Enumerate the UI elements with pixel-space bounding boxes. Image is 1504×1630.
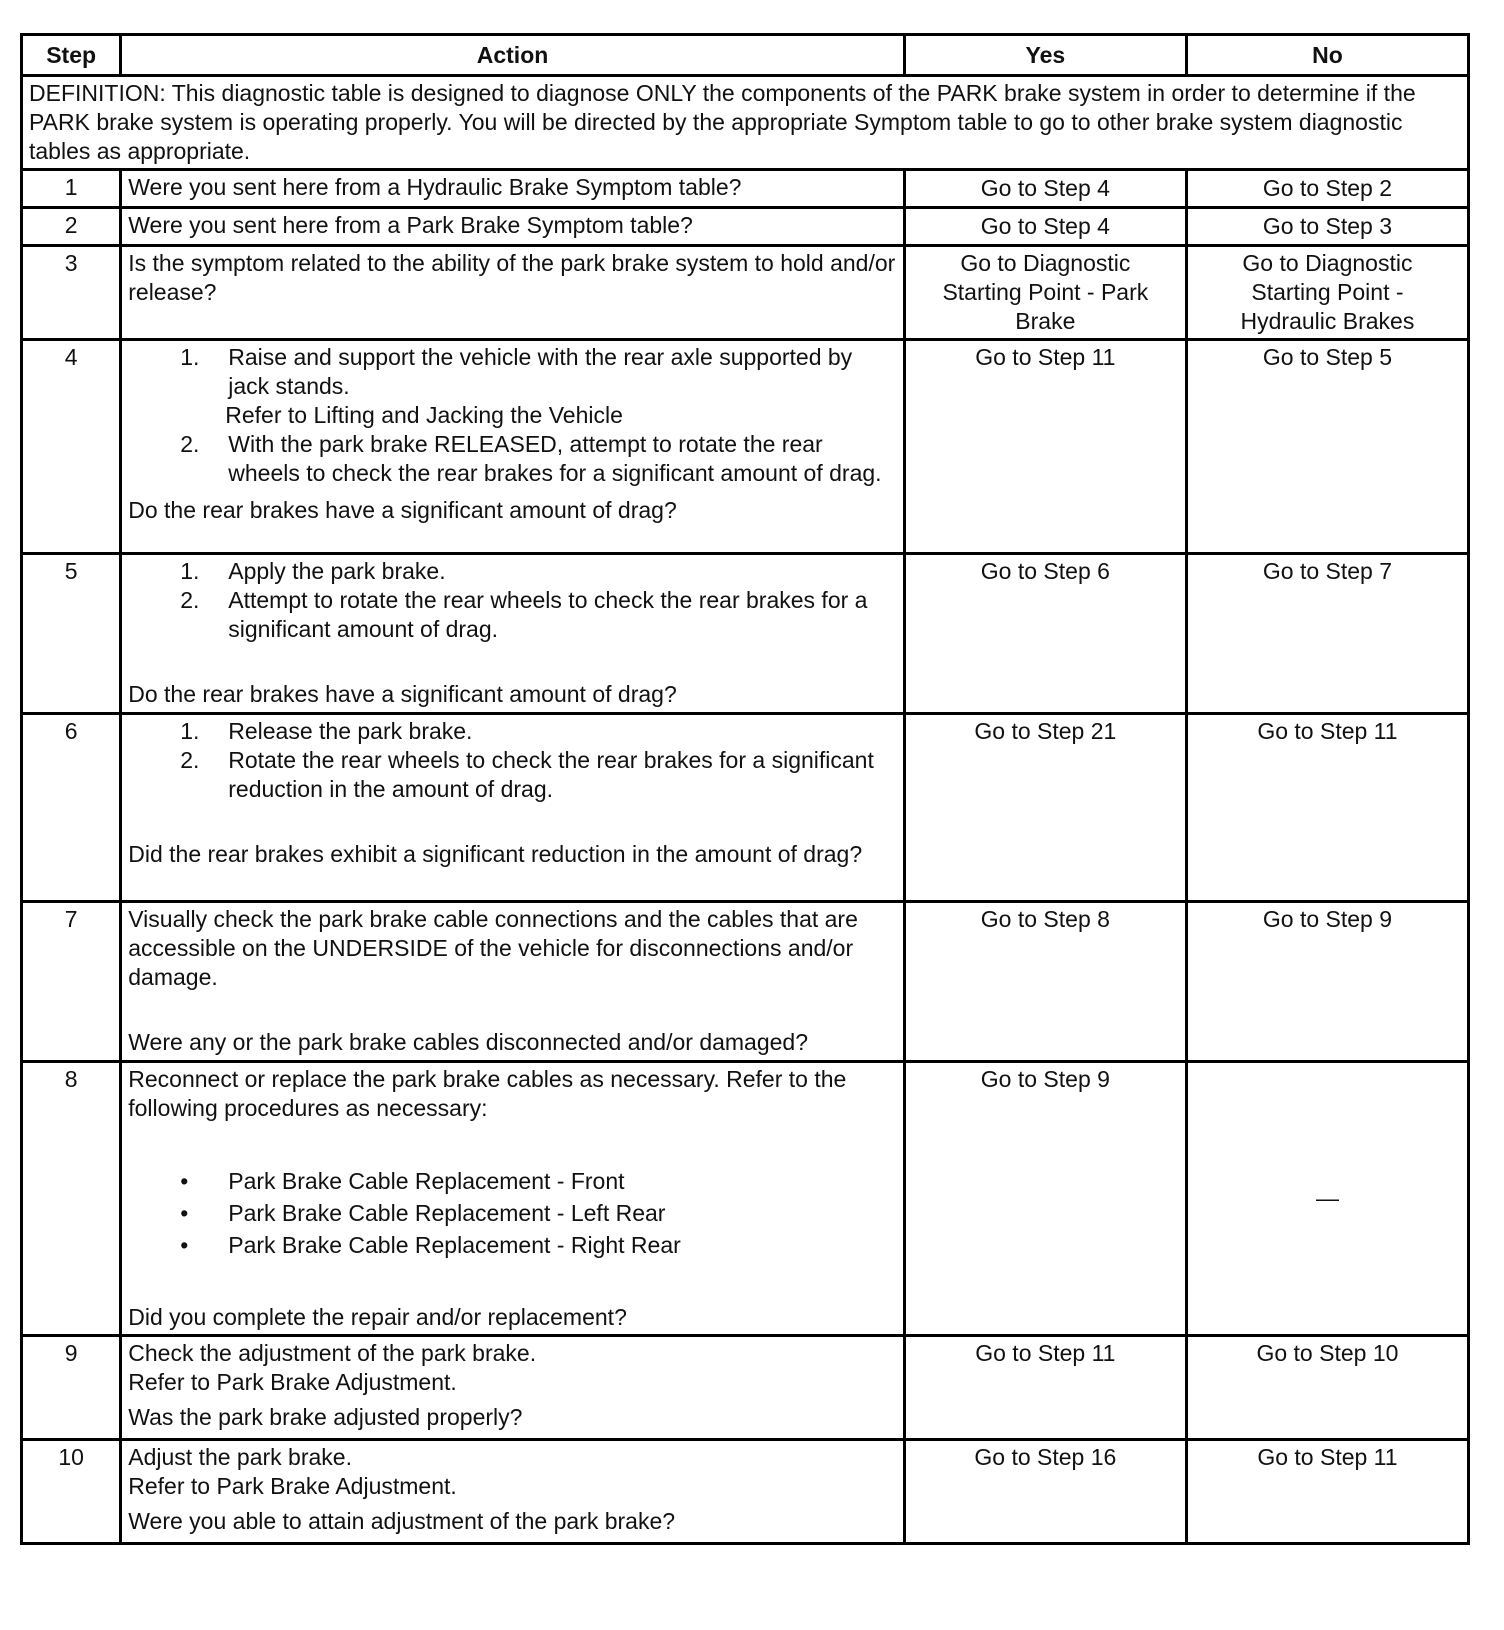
- procedure-item: [180, 430, 897, 488]
- action-question: Were you sent here from a Park Brake Symptom table?: [121, 208, 905, 246]
- no-answer: Go to Step 7: [1186, 554, 1468, 714]
- list-item: [180, 1197, 897, 1229]
- diagnostic-document: [20, 33, 1470, 1545]
- procedure-bullet-list: [128, 1165, 897, 1261]
- procedure-reference: Refer to Lifting and Jacking the Vehicle: [225, 402, 623, 428]
- action-cell: [121, 1062, 905, 1336]
- action-question: Do the rear brakes have a significant amount of drag?: [128, 681, 677, 707]
- diagnostic-table: [20, 33, 1470, 1545]
- procedure-number: 1.: [180, 558, 200, 584]
- procedure-number: 2.: [180, 431, 200, 457]
- procedure-link-text: Park Brake Cable Replacement - Front: [228, 1168, 625, 1194]
- procedure-item: [180, 746, 897, 804]
- table-row: [22, 1062, 1469, 1336]
- no-answer: Go to Step 10: [1186, 1336, 1468, 1440]
- table-row: [22, 170, 1469, 208]
- action-instruction: Reconnect or replace the park brake cables as necessary. Refer to the following procedures as necessary:: [128, 1066, 847, 1121]
- procedure-item: [180, 586, 897, 644]
- yes-answer: Go to Step 11: [904, 340, 1186, 554]
- action-instruction: Visually check the park brake cable connections and the cables that are accessible on the UNDERSIDE of the vehicle for disconnections and/or damage.: [128, 906, 858, 990]
- no-answer: Go to Diagnostic Starting Point - Hydraulic Brakes: [1186, 246, 1468, 340]
- action-question: Do the rear brakes have a significant amount of drag?: [128, 497, 677, 523]
- no-answer: Go to Step 2: [1186, 170, 1468, 208]
- table-row: [22, 1440, 1469, 1544]
- action-cell: [121, 1336, 905, 1440]
- action-cell: [121, 554, 905, 714]
- procedure-text: Raise and support the vehicle with the rear axle supported by jack stands.: [228, 344, 853, 399]
- no-answer: Go to Step 11: [1186, 714, 1468, 902]
- yes-answer: Go to Step 9: [904, 1062, 1186, 1336]
- procedure-number: 2.: [180, 587, 200, 613]
- procedure-list: [128, 557, 897, 644]
- action-cell: [121, 1440, 905, 1544]
- action-question: Were any or the park brake cables disconnected and/or damaged?: [128, 1029, 809, 1055]
- table-row: [22, 554, 1469, 714]
- table-row: [22, 246, 1469, 340]
- list-item: [180, 1165, 897, 1197]
- action-question: Did you complete the repair and/or replacement?: [128, 1304, 627, 1330]
- bullet-mark: •: [180, 1232, 189, 1258]
- header-row: [22, 35, 1469, 76]
- action-cell: [121, 340, 905, 554]
- no-column-header: No: [1186, 35, 1468, 76]
- yes-answer: Go to Step 4: [904, 208, 1186, 246]
- table-row: [22, 902, 1469, 1062]
- yes-answer: Go to Step 8: [904, 902, 1186, 1062]
- table-row: [22, 1336, 1469, 1440]
- procedure-list: [128, 717, 897, 804]
- table-row: [22, 208, 1469, 246]
- step-number: 3: [22, 246, 121, 340]
- action-instruction: Check the adjustment of the park brake.: [128, 1340, 537, 1366]
- action-reference: Refer to Park Brake Adjustment.: [128, 1473, 457, 1499]
- procedure-text: Apply the park brake.: [228, 558, 446, 584]
- procedure-text: Attempt to rotate the rear wheels to check the rear brakes for a significant amount of drag.: [228, 587, 868, 642]
- action-cell: [121, 714, 905, 902]
- action-question: Were you sent here from a Hydraulic Brake Symptom table?: [121, 170, 905, 208]
- yes-answer: Go to Step 11: [904, 1336, 1186, 1440]
- list-item: [180, 1229, 897, 1261]
- table-row: [22, 714, 1469, 902]
- yes-answer: Go to Step 21: [904, 714, 1186, 902]
- procedure-number: 1.: [180, 344, 200, 370]
- definition-text: DEFINITION: This diagnostic table is designed to diagnose ONLY the components of the PARK brake system in order to determine if the PARK brake system is operating properly. You will be directed by the appropriate Symptom table to go to other brake system diagnostic tables as appropriate.: [22, 76, 1469, 170]
- step-number: 9: [22, 1336, 121, 1440]
- step-number: 2: [22, 208, 121, 246]
- no-answer: Go to Step 11: [1186, 1440, 1468, 1544]
- definition-row: [22, 76, 1469, 170]
- no-answer: Go to Step 3: [1186, 208, 1468, 246]
- procedure-item: [180, 343, 897, 430]
- procedure-text: Release the park brake.: [228, 718, 473, 744]
- procedure-number: 1.: [180, 718, 200, 744]
- procedure-item: [180, 557, 897, 586]
- table-row: [22, 340, 1469, 554]
- step-number: 5: [22, 554, 121, 714]
- action-question: Was the park brake adjusted properly?: [128, 1404, 523, 1430]
- step-number: 10: [22, 1440, 121, 1544]
- action-reference: Refer to Park Brake Adjustment.: [128, 1369, 457, 1395]
- yes-answer: Go to Step 6: [904, 554, 1186, 714]
- action-question: Did the rear brakes exhibit a significant reduction in the amount of drag?: [128, 841, 863, 867]
- procedure-text: With the park brake RELEASED, attempt to rotate the rear wheels to check the rear brakes for a significant amount of drag.: [228, 431, 882, 486]
- no-answer: Go to Step 9: [1186, 902, 1468, 1062]
- procedure-number: 2.: [180, 747, 200, 773]
- procedure-text: Rotate the rear wheels to check the rear brakes for a significant reduction in the amount of drag.: [228, 747, 874, 802]
- step-number: 7: [22, 902, 121, 1062]
- step-number: 8: [22, 1062, 121, 1336]
- action-cell: [121, 902, 905, 1062]
- action-column-header: Action: [121, 35, 905, 76]
- no-answer: —: [1186, 1062, 1468, 1336]
- action-question: Were you able to attain adjustment of the park brake?: [128, 1508, 676, 1534]
- action-question: Is the symptom related to the ability of the park brake system to hold and/or release?: [121, 246, 905, 340]
- procedure-item: [180, 717, 897, 746]
- yes-answer: Go to Step 16: [904, 1440, 1186, 1544]
- no-answer: Go to Step 5: [1186, 340, 1468, 554]
- bullet-mark: •: [180, 1200, 189, 1226]
- yes-answer: Go to Diagnostic Starting Point - Park Brake: [904, 246, 1186, 340]
- step-number: 6: [22, 714, 121, 902]
- procedure-list: [128, 343, 897, 488]
- procedure-link-text: Park Brake Cable Replacement - Right Rear: [228, 1232, 681, 1258]
- bullet-mark: •: [180, 1168, 189, 1194]
- yes-answer: Go to Step 4: [904, 170, 1186, 208]
- step-column-header: Step: [22, 35, 121, 76]
- step-number: 1: [22, 170, 121, 208]
- yes-column-header: Yes: [904, 35, 1186, 76]
- procedure-link-text: Park Brake Cable Replacement - Left Rear: [228, 1200, 666, 1226]
- action-instruction: Adjust the park brake.: [128, 1444, 352, 1470]
- step-number: 4: [22, 340, 121, 554]
